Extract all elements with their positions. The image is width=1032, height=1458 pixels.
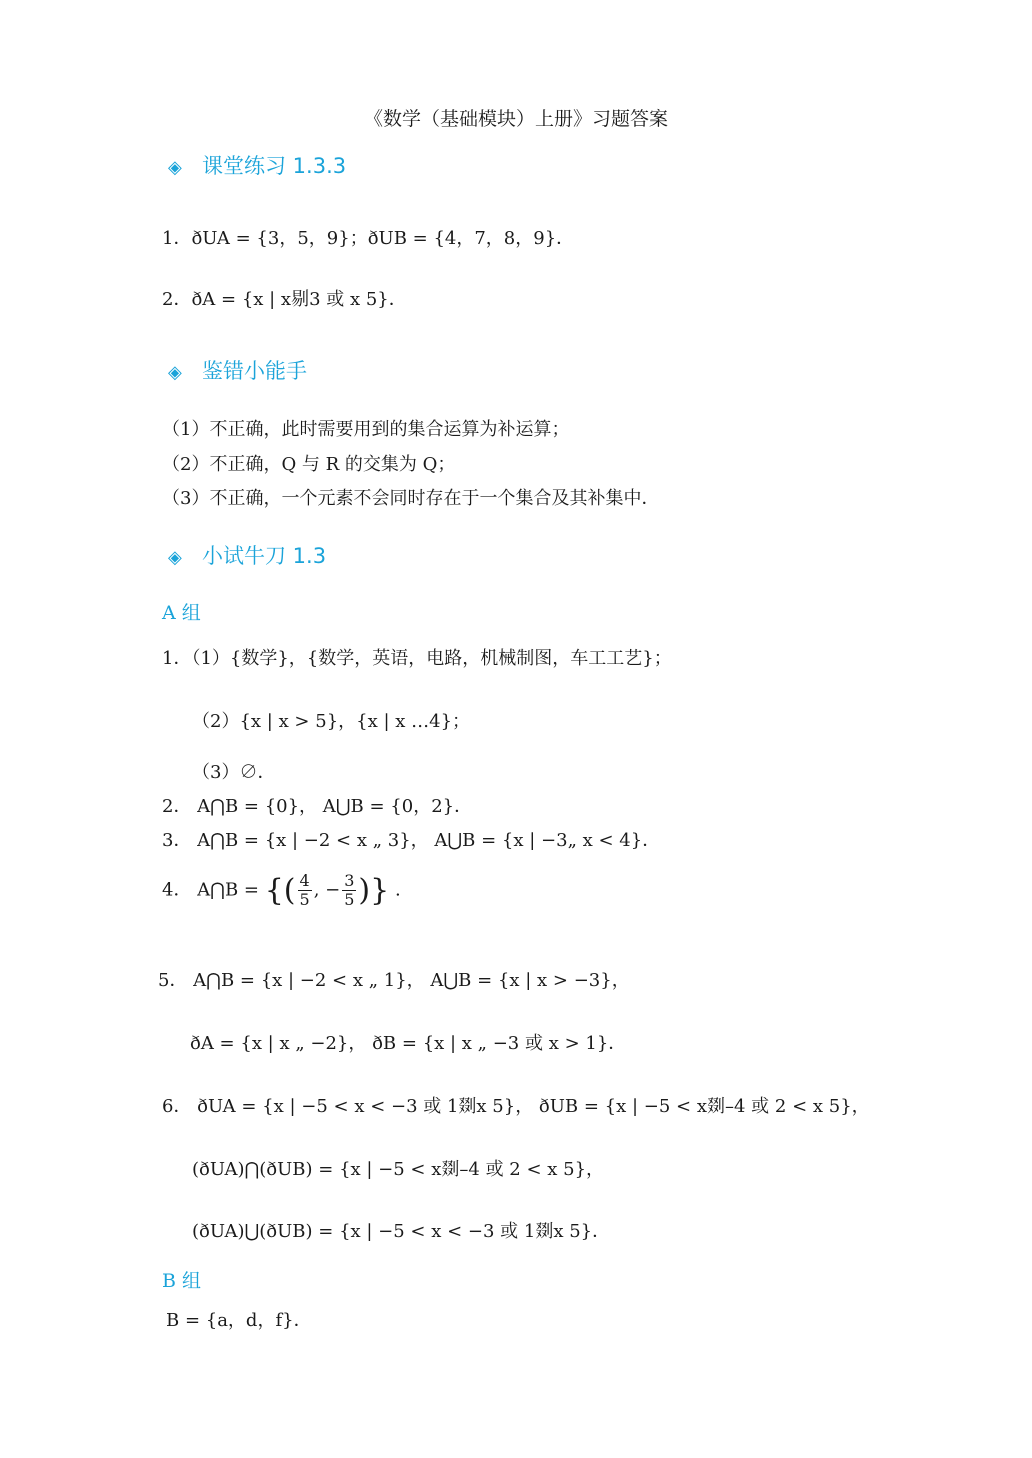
group-a-answer-6-2: (ðUA)⋂(ðUB) = {x | −5 < x剟–4 或 2 < x 5}， [192, 1159, 605, 1180]
group-a-answer-5-2: ðA = {x | x „ −2}， ðB = {x | x „ −3 或 x > 1}． [190, 1033, 627, 1054]
error-answer-1: （1）不正确，此时需要用到的集合运算为补运算； [162, 419, 570, 440]
fraction-2: $\frac{3}{5}$ [344, 871, 355, 909]
group-a-answer-2: 2． A⋂B = {0}， A⋃B = {0，2}． [162, 796, 473, 817]
answer-4-prefix: 4． A⋂B = [162, 879, 259, 901]
diamond-icon: ◈ [168, 547, 182, 568]
practice-answer-2: 2．ðA = {x | x剔3 或 x 5}． [162, 289, 407, 310]
error-answer-2: （2）不正确，Q 与 R 的交集为 Q； [162, 454, 456, 475]
section-label: 鉴错小能手 [202, 359, 307, 383]
group-a-answer-1-1: 1．（1）{数学}，{数学，英语，电路，机械制图，车工工艺}； [162, 648, 672, 669]
group-a-answer-1-3: （3）∅． [192, 762, 276, 783]
group-a-answer-1-2: （2）{x | x > 5}，{x | x …4}； [192, 711, 471, 732]
section-heading-exercises [168, 540, 326, 570]
section-heading-practice [168, 150, 346, 180]
diamond-icon: ◈ [168, 362, 182, 383]
diamond-icon: ◈ [168, 157, 182, 178]
section-label: 小试牛刀 1.3 [202, 544, 327, 568]
group-a-heading: A 组 [162, 602, 201, 624]
section-heading-errors [168, 355, 307, 385]
group-b-answer-1: B = {a，d，f}． [166, 1310, 312, 1331]
document-title: 《数学（基础模块）上册》习题答案 [363, 108, 668, 130]
practice-answer-1: 1．ðUA = {3，5，9}；ðUB = {4，7，8，9}． [162, 228, 575, 249]
group-b-heading: B 组 [162, 1270, 202, 1292]
group-a-answer-5-1: 5． A⋂B = {x | −2 < x „ 1}， A⋃B = {x | x > −3}， [158, 970, 630, 991]
group-a-answer-6-1: 6． ðUA = {x | −5 < x < −3 或 1剟x 5}， ðUB = {x | −5 < x剟–4 或 2 < x 5}， [162, 1096, 870, 1117]
error-answer-3: （3）不正确，一个元素不会同时存在于一个集合及其补集中． [162, 488, 660, 509]
group-a-answer-4: 4． A⋂B = {( $\frac{4}{5}$ , − $\frac{3}{5}$ )} . [162, 871, 401, 909]
section-label: 课堂练习 1.3.3 [202, 154, 347, 178]
fraction-1: $\frac{4}{5}$ [299, 871, 310, 909]
group-a-answer-3: 3． A⋂B = {x | −2 < x „ 3}， A⋃B = {x | −3„ x < 4}． [162, 830, 661, 851]
group-a-answer-6-3: (ðUA)⋃(ðUB) = {x | −5 < x < −3 或 1剟x 5}． [192, 1221, 611, 1242]
